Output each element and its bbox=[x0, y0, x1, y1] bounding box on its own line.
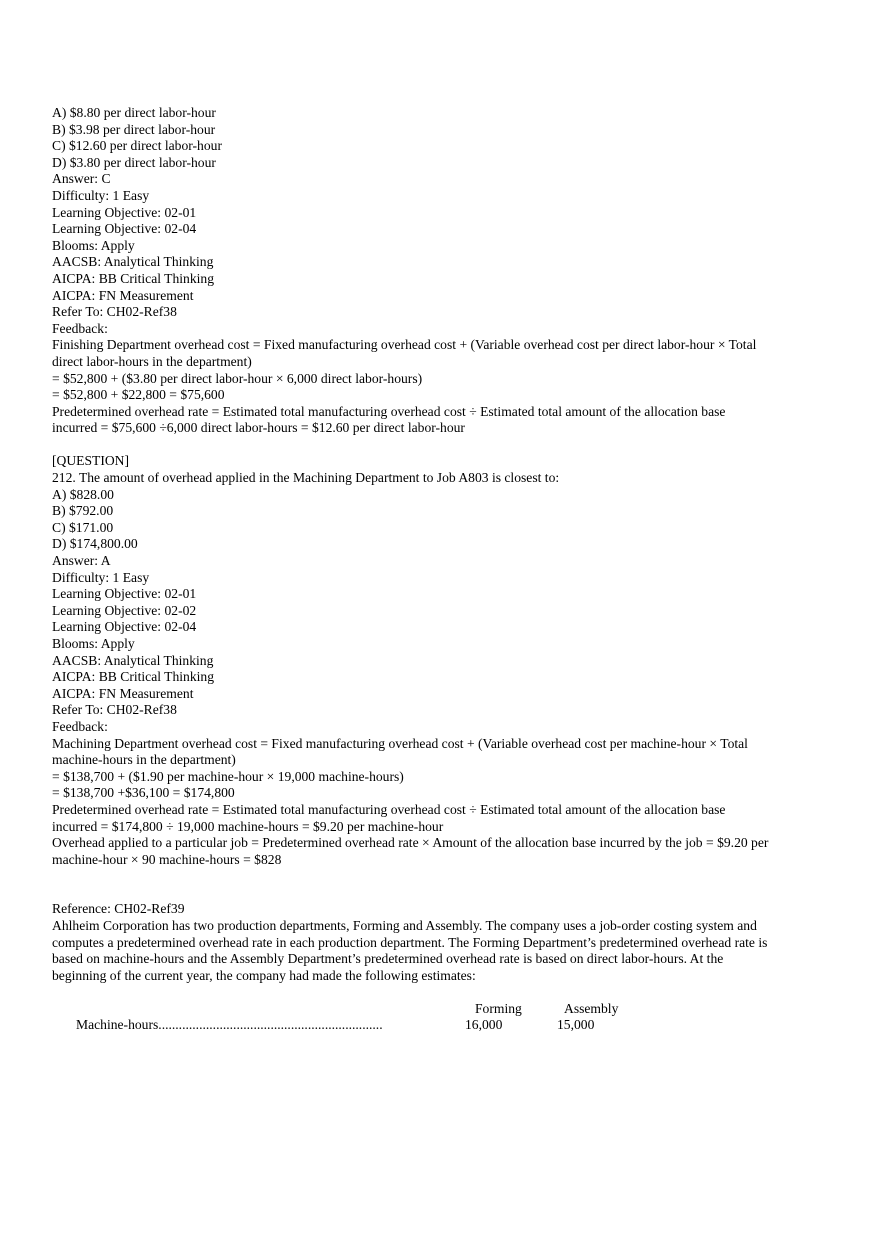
question-text: 212. The amount of overhead applied in the Machining Department to Job A803 is closest to: bbox=[52, 470, 560, 486]
answer-line: Answer: C bbox=[52, 171, 111, 187]
aicpa-line: AICPA: FN Measurement bbox=[52, 287, 194, 303]
aacsb-line: AACSB: Analytical Thinking bbox=[52, 652, 214, 668]
option-b: B) $792.00 bbox=[52, 503, 114, 519]
feedback-text: Predetermined overhead rate = Estimated total manufacturing overhead cost ÷ Estimated total amount of the allocation base incurred = $75,600 ÷6,000 direct labor-hours = $12.60 per direct labor-hour bbox=[52, 403, 726, 436]
feedback-text: Overhead applied to a particular job = Predetermined overhead rate × Amount of the allocation base incurred by the job = $9.20 per machine-hour × 90 machine-hours = $828 bbox=[52, 835, 769, 867]
refer-to-line: Refer To: CH02-Ref38 bbox=[52, 304, 177, 320]
option-a: A) $8.80 per direct labor-hour bbox=[52, 105, 216, 120]
q211-options bbox=[52, 105, 772, 171]
feedback-text: = $138,700 +$36,100 = $174,800 bbox=[52, 785, 235, 801]
option-d: D) $3.80 per direct labor-hour bbox=[52, 154, 216, 170]
reference-body: Ahlheim Corporation has two production departments, Forming and Assembly. The company uses a job-order costing system and computes a predetermined overhead rate in each production department. The Forming Department’s predetermined overhead rate is based on machine-hours and the Assembly Department’s predetermined overhead rate is based on direct labor-hours. At the beginning of the current year, the company had made the following estimates: bbox=[52, 917, 768, 983]
learning-objective-line: Learning Objective: 02-04 bbox=[52, 221, 197, 237]
refer-to-line: Refer To: CH02-Ref38 bbox=[52, 702, 177, 718]
difficulty-line: Difficulty: 1 Easy bbox=[52, 569, 150, 585]
feedback-text: Machining Department overhead cost = Fixed manufacturing overhead cost + (Variable overhead cost per machine-hour × Total machine-hours in the department) bbox=[52, 735, 748, 768]
option-c: C) $171.00 bbox=[52, 519, 114, 535]
answer-line: Answer: A bbox=[52, 553, 111, 569]
feedback-text: Predetermined overhead rate = Estimated total manufacturing overhead cost ÷ Estimated total amount of the allocation base incurred = $174,800 ÷ 19,000 machine-hours = $9.20 per machine-hour bbox=[52, 801, 726, 834]
row-label-machine-hours: Machine-hours.................................................................. bbox=[76, 1017, 383, 1033]
option-d: D) $174,800.00 bbox=[52, 536, 138, 552]
q211-feedback bbox=[52, 337, 772, 437]
feedback-text: = $52,800 + ($3.80 per direct labor-hour × 6,000 direct labor-hours) bbox=[52, 370, 423, 386]
feedback-label: Feedback: bbox=[52, 718, 108, 734]
option-b: B) $3.98 per direct labor-hour bbox=[52, 121, 216, 137]
aicpa-line: AICPA: BB Critical Thinking bbox=[52, 270, 215, 286]
q212-feedback bbox=[52, 736, 772, 869]
feedback-label: Feedback: bbox=[52, 320, 108, 336]
learning-objective-line: Learning Objective: 02-02 bbox=[52, 602, 197, 618]
learning-objective-line: Learning Objective: 02-01 bbox=[52, 204, 197, 220]
feedback-text: = $52,800 + $22,800 = $75,600 bbox=[52, 387, 225, 403]
feedback-text: = $138,700 + ($1.90 per machine-hour × 19,000 machine-hours) bbox=[52, 768, 404, 784]
column-header-assembly: Assembly bbox=[564, 1000, 619, 1016]
cell-assembly-machine-hours: 15,000 bbox=[557, 1017, 595, 1033]
cell-forming-machine-hours: 16,000 bbox=[465, 1017, 503, 1033]
learning-objective-line: Learning Objective: 02-01 bbox=[52, 586, 197, 602]
difficulty-line: Difficulty: 1 Easy bbox=[52, 187, 150, 203]
q212-options bbox=[52, 487, 772, 553]
aicpa-line: AICPA: BB Critical Thinking bbox=[52, 669, 215, 685]
estimates-table bbox=[52, 1001, 772, 1035]
q211-meta bbox=[52, 171, 772, 337]
question-tag: [QUESTION] bbox=[52, 453, 130, 469]
learning-objective-line: Learning Objective: 02-04 bbox=[52, 619, 197, 635]
blooms-line: Blooms: Apply bbox=[52, 636, 135, 651]
blooms-line: Blooms: Apply bbox=[52, 237, 135, 253]
q212-meta bbox=[52, 553, 772, 736]
option-a: A) $828.00 bbox=[52, 486, 114, 502]
option-c: C) $12.60 per direct labor-hour bbox=[52, 138, 222, 154]
reference-title: Reference: CH02-Ref39 bbox=[52, 901, 185, 917]
aacsb-line: AACSB: Analytical Thinking bbox=[52, 254, 214, 270]
column-header-forming: Forming bbox=[475, 1000, 522, 1016]
document-page bbox=[52, 105, 772, 1035]
aicpa-line: AICPA: FN Measurement bbox=[52, 685, 194, 701]
feedback-text: Finishing Department overhead cost = Fixed manufacturing overhead cost + (Variable overhead cost per direct labor-hour × Total direct labor-hours in the department) bbox=[52, 337, 757, 369]
